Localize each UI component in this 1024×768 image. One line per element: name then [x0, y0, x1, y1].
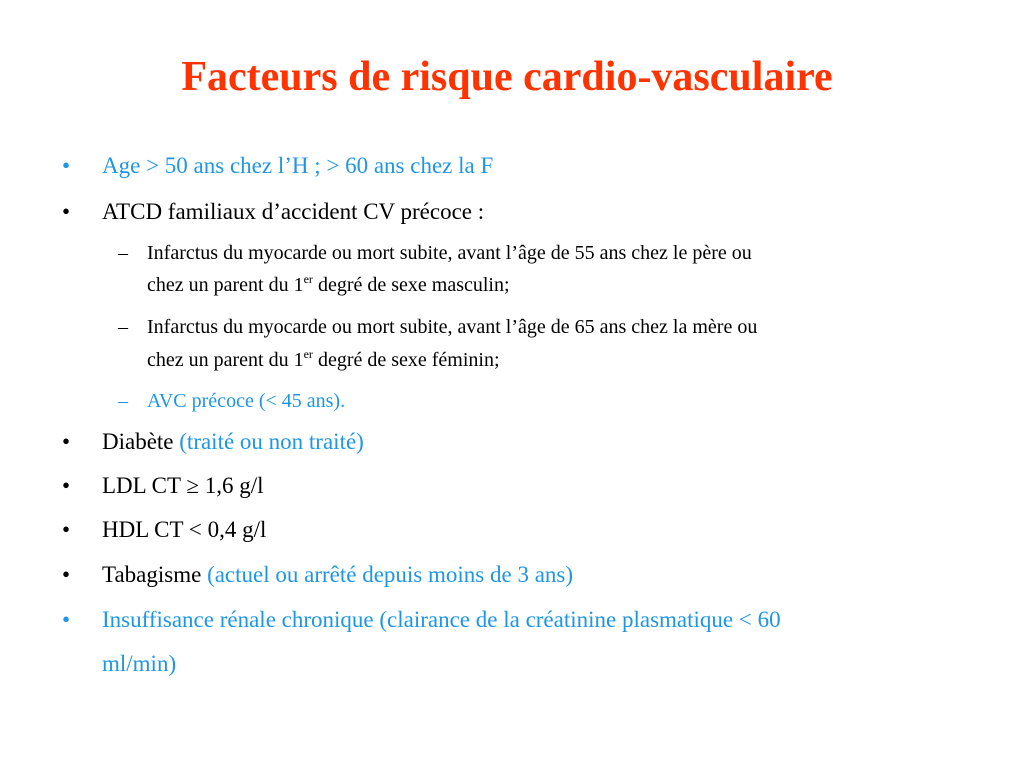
- text-part: chez un parent du 1: [147, 349, 304, 371]
- sub-item-text-cont: [147, 345, 500, 375]
- bullet-marker: •: [62, 607, 71, 632]
- text-part: degré de sexe féminin;: [312, 349, 500, 371]
- text-part: degré de sexe masculin;: [312, 274, 510, 296]
- item-text: LDL CT ≥ 1,6 g/l: [102, 473, 264, 498]
- item-note: (actuel ou arrêté depuis moins de 3 ans): [207, 562, 574, 587]
- text-part: chez un parent du 1: [147, 274, 304, 296]
- slide-title: Facteurs de risque cardio-vasculaire: [181, 54, 833, 100]
- item-label: Diabète: [102, 429, 180, 454]
- bullet-marker: •: [62, 429, 71, 454]
- sub-item-text: Infarctus du myocarde ou mort subite, avant l’âge de 65 ans chez la mère ou: [147, 316, 758, 338]
- bullet-marker: •: [62, 199, 71, 224]
- item-note: (traité ou non traité): [179, 429, 364, 454]
- bullet-marker: •: [62, 562, 71, 587]
- item-label: Tabagisme: [102, 562, 208, 587]
- item-text: Insuffisance rénale chronique (clairance de la créatinine plasmatique < 60: [102, 607, 781, 632]
- sub-marker: –: [118, 242, 128, 264]
- item-text-cont: ml/min): [102, 651, 177, 676]
- item-text: ATCD familiaux d’accident CV précoce :: [102, 199, 485, 224]
- sub-item-text-cont: [147, 270, 510, 300]
- superscript: er: [303, 272, 313, 286]
- item-text: Age > 50 ans chez l’H ; > 60 ans chez la F: [102, 153, 494, 178]
- sub-item-text: AVC précoce (< 45 ans).: [147, 390, 346, 412]
- bullet-marker: •: [62, 153, 71, 178]
- item-text: [102, 420, 364, 464]
- superscript: er: [303, 347, 313, 361]
- bullet-marker: •: [62, 473, 71, 498]
- sub-marker: –: [118, 390, 128, 412]
- sub-item-text: Infarctus du myocarde ou mort subite, avant l’âge de 55 ans chez le père ou: [147, 242, 752, 264]
- item-text: HDL CT < 0,4 g/l: [102, 517, 267, 542]
- sub-marker: –: [118, 316, 128, 338]
- item-text: [102, 553, 573, 597]
- bullet-marker: •: [62, 517, 71, 542]
